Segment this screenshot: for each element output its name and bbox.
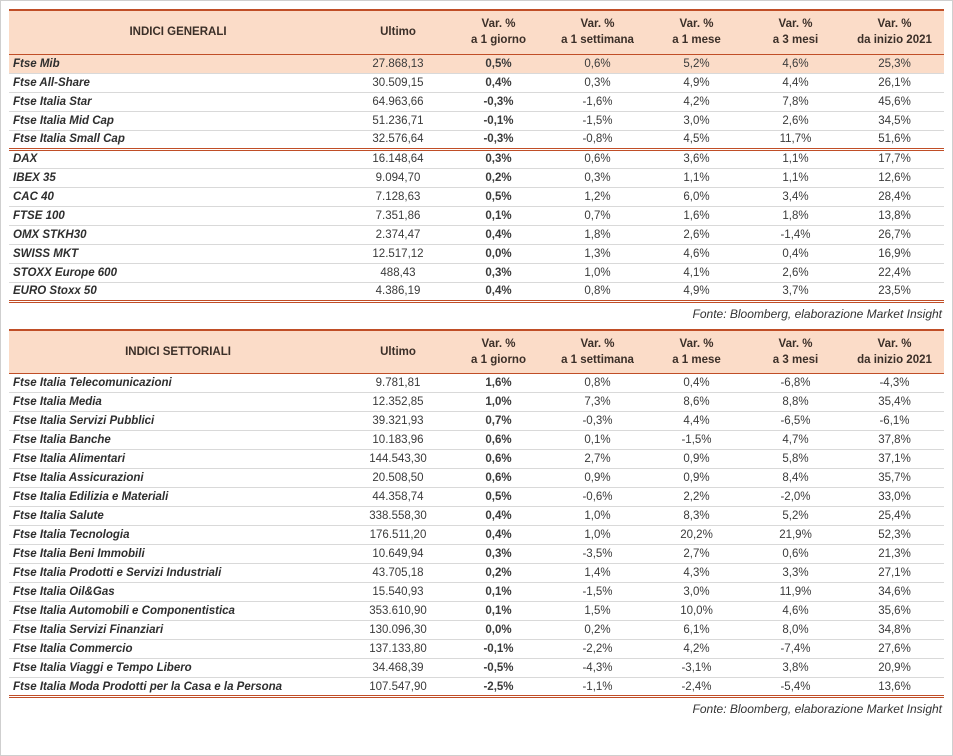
ultimo-value: 353.610,90 [347, 602, 449, 621]
var-ytd2021-value: 34,6% [845, 583, 944, 602]
var-1month-value: 0,9% [647, 450, 746, 469]
var-1month-value: 8,3% [647, 507, 746, 526]
index-name: STOXX Europe 600 [9, 263, 347, 282]
ultimo-value: 2.374,47 [347, 225, 449, 244]
index-name: Ftse Italia Servizi Pubblici [9, 412, 347, 431]
var-1week-value: 2,7% [548, 450, 647, 469]
var-1week-value: 0,3% [548, 168, 647, 187]
indici-settoriali-table [9, 329, 944, 699]
ultimo-value: 9.094,70 [347, 168, 449, 187]
var-1day-value: 0,5% [449, 488, 548, 507]
var-ytd2021-value: 25,3% [845, 54, 944, 73]
var-1day-value: -0,5% [449, 659, 548, 678]
var-ytd2021-value: 52,3% [845, 526, 944, 545]
index-row [9, 374, 944, 393]
index-name: Ftse Italia Servizi Finanziari [9, 621, 347, 640]
var-1day-value: 0,1% [449, 583, 548, 602]
var-ytd2021-value: 28,4% [845, 187, 944, 206]
var-1week-value: -2,2% [548, 640, 647, 659]
ultimo-value: 15.540,93 [347, 583, 449, 602]
ultimo-value: 34.468,39 [347, 659, 449, 678]
column-header-var-3months: Var. % a 3 mesi [746, 330, 845, 374]
var-ytd2021-value: 21,3% [845, 545, 944, 564]
var-ytd2021-value: 33,0% [845, 488, 944, 507]
var-1day-value: 0,2% [449, 564, 548, 583]
var-1day-value: 0,4% [449, 73, 548, 92]
ultimo-value: 20.508,50 [347, 469, 449, 488]
index-name: Ftse Italia Alimentari [9, 450, 347, 469]
ultimo-value: 32.576,64 [347, 130, 449, 149]
index-row [9, 431, 944, 450]
index-name: OMX STKH30 [9, 225, 347, 244]
index-name: Ftse Italia Media [9, 393, 347, 412]
ultimo-value: 10.649,94 [347, 545, 449, 564]
column-header-var-1day: Var. % a 1 giorno [449, 330, 548, 374]
var-1month-value: 4,6% [647, 244, 746, 263]
var-1week-value: -1,5% [548, 583, 647, 602]
var-3months-value: 3,8% [746, 659, 845, 678]
var-1day-value: 0,6% [449, 431, 548, 450]
var-1week-value: 0,6% [548, 149, 647, 168]
var-3months-value: 4,4% [746, 73, 845, 92]
var-1month-value: 0,9% [647, 469, 746, 488]
var-3months-value: 3,4% [746, 187, 845, 206]
column-header-var-1month: Var. % a 1 mese [647, 10, 746, 54]
var-ytd2021-value: 26,1% [845, 73, 944, 92]
var-ytd2021-value: 27,1% [845, 564, 944, 583]
ultimo-value: 144.543,30 [347, 450, 449, 469]
var-1day-value: 0,3% [449, 545, 548, 564]
ultimo-value: 4.386,19 [347, 282, 449, 301]
var-3months-value: -5,4% [746, 678, 845, 697]
column-header-var-ytd2021: Var. % da inizio 2021 [845, 10, 944, 54]
index-row [9, 130, 944, 149]
var-1month-value: -3,1% [647, 659, 746, 678]
index-row [9, 206, 944, 225]
var-1day-value: 0,3% [449, 149, 548, 168]
var-1day-value: 0,5% [449, 54, 548, 73]
var-1day-value: -0,1% [449, 640, 548, 659]
ultimo-value: 107.547,90 [347, 678, 449, 697]
ultimo-value: 64.963,66 [347, 92, 449, 111]
var-1day-value: 0,3% [449, 263, 548, 282]
var-ytd2021-value: 13,8% [845, 206, 944, 225]
var-ytd2021-value: 51,6% [845, 130, 944, 149]
var-3months-value: 8,8% [746, 393, 845, 412]
var-1week-value: -3,5% [548, 545, 647, 564]
var-1week-value: 1,3% [548, 244, 647, 263]
index-row [9, 450, 944, 469]
var-1month-value: 1,6% [647, 206, 746, 225]
var-1day-value: -0,1% [449, 111, 548, 130]
index-row [9, 678, 944, 697]
ultimo-value: 9.781,81 [347, 374, 449, 393]
var-1week-value: -1,1% [548, 678, 647, 697]
var-1week-value: 0,1% [548, 431, 647, 450]
var-3months-value: 8,0% [746, 621, 845, 640]
index-row [9, 244, 944, 263]
ultimo-value: 43.705,18 [347, 564, 449, 583]
var-1month-value: -1,5% [647, 431, 746, 450]
var-1week-value: 1,4% [548, 564, 647, 583]
column-header-var-3months: Var. % a 3 mesi [746, 10, 845, 54]
index-row [9, 393, 944, 412]
var-ytd2021-value: 22,4% [845, 263, 944, 282]
var-3months-value: 3,7% [746, 282, 845, 301]
var-1week-value: -0,3% [548, 412, 647, 431]
column-header-var-1day: Var. % a 1 giorno [449, 10, 548, 54]
var-1day-value: 0,5% [449, 187, 548, 206]
indici-generali-table [9, 9, 944, 303]
var-1week-value: 1,0% [548, 526, 647, 545]
var-1day-value: 0,4% [449, 282, 548, 301]
var-ytd2021-value: 13,6% [845, 678, 944, 697]
var-ytd2021-value: 23,5% [845, 282, 944, 301]
index-name: Ftse Italia Tecnologia [9, 526, 347, 545]
index-name: Ftse Italia Banche [9, 431, 347, 450]
ultimo-value: 44.358,74 [347, 488, 449, 507]
indici-generali-body [9, 54, 944, 301]
var-1week-value: 7,3% [548, 393, 647, 412]
var-1month-value: 4,2% [647, 640, 746, 659]
var-1day-value: 0,4% [449, 507, 548, 526]
var-ytd2021-value: 17,7% [845, 149, 944, 168]
var-3months-value: -6,5% [746, 412, 845, 431]
var-1month-value: 8,6% [647, 393, 746, 412]
ultimo-value: 27.868,13 [347, 54, 449, 73]
header-row [9, 10, 944, 54]
var-ytd2021-value: 25,4% [845, 507, 944, 526]
var-3months-value: 2,6% [746, 111, 845, 130]
index-name: Ftse Italia Moda Prodotti per la Casa e la Persona [9, 678, 347, 697]
index-row [9, 54, 944, 73]
var-3months-value: 0,4% [746, 244, 845, 263]
source-note: Fonte: Bloomberg, elaborazione Market Insight [692, 702, 942, 716]
var-3months-value: 4,6% [746, 602, 845, 621]
ultimo-value: 176.511,20 [347, 526, 449, 545]
index-name: DAX [9, 149, 347, 168]
var-1week-value: 0,6% [548, 54, 647, 73]
column-header-var-1week: Var. % a 1 settimana [548, 10, 647, 54]
ultimo-value: 10.183,96 [347, 431, 449, 450]
var-3months-value: 3,3% [746, 564, 845, 583]
var-1month-value: 4,2% [647, 92, 746, 111]
index-name: CAC 40 [9, 187, 347, 206]
index-row [9, 111, 944, 130]
var-ytd2021-value: 16,9% [845, 244, 944, 263]
var-ytd2021-value: 34,5% [845, 111, 944, 130]
var-1month-value: 2,2% [647, 488, 746, 507]
index-row [9, 263, 944, 282]
var-1month-value: 2,7% [647, 545, 746, 564]
index-row [9, 659, 944, 678]
var-1month-value: -2,4% [647, 678, 746, 697]
var-3months-value: 1,8% [746, 206, 845, 225]
index-row [9, 469, 944, 488]
var-1week-value: -0,6% [548, 488, 647, 507]
var-ytd2021-value: 45,6% [845, 92, 944, 111]
ultimo-value: 12.517,12 [347, 244, 449, 263]
var-1week-value: 0,8% [548, 374, 647, 393]
var-1week-value: 0,7% [548, 206, 647, 225]
indici-settoriali-section [9, 329, 944, 723]
var-1week-value: 1,8% [548, 225, 647, 244]
column-header-var-ytd2021: Var. % da inizio 2021 [845, 330, 944, 374]
var-3months-value: 4,7% [746, 431, 845, 450]
index-name: Ftse Italia Oil&Gas [9, 583, 347, 602]
var-1month-value: 0,4% [647, 374, 746, 393]
var-1day-value: -0,3% [449, 92, 548, 111]
index-name: Ftse Italia Automobili e Componentistica [9, 602, 347, 621]
ultimo-value: 488,43 [347, 263, 449, 282]
var-1week-value: 0,8% [548, 282, 647, 301]
index-row [9, 507, 944, 526]
var-1month-value: 6,1% [647, 621, 746, 640]
var-1month-value: 4,3% [647, 564, 746, 583]
ultimo-value: 30.509,15 [347, 73, 449, 92]
var-1month-value: 4,4% [647, 412, 746, 431]
index-name: Ftse Italia Prodotti e Servizi Industriali [9, 564, 347, 583]
var-1month-value: 4,5% [647, 130, 746, 149]
var-1month-value: 1,1% [647, 168, 746, 187]
ultimo-value: 130.096,30 [347, 621, 449, 640]
var-1week-value: -0,8% [548, 130, 647, 149]
indici-settoriali-body [9, 374, 944, 697]
var-1day-value: 0,0% [449, 244, 548, 263]
var-1month-value: 4,9% [647, 73, 746, 92]
var-1day-value: 0,1% [449, 206, 548, 225]
index-row [9, 602, 944, 621]
index-name: Ftse All-Share [9, 73, 347, 92]
index-name: IBEX 35 [9, 168, 347, 187]
ultimo-value: 39.321,93 [347, 412, 449, 431]
ultimo-value: 7.351,86 [347, 206, 449, 225]
var-3months-value: 1,1% [746, 149, 845, 168]
ultimo-value: 7.128,63 [347, 187, 449, 206]
index-row [9, 621, 944, 640]
var-1day-value: 0,7% [449, 412, 548, 431]
var-1week-value: 1,5% [548, 602, 647, 621]
index-row [9, 640, 944, 659]
index-name: Ftse Italia Mid Cap [9, 111, 347, 130]
var-1week-value: -4,3% [548, 659, 647, 678]
var-1day-value: 0,6% [449, 469, 548, 488]
var-1month-value: 3,6% [647, 149, 746, 168]
var-1day-value: 0,4% [449, 526, 548, 545]
index-name: Ftse Italia Viaggi e Tempo Libero [9, 659, 347, 678]
var-1week-value: 1,0% [548, 263, 647, 282]
index-row [9, 583, 944, 602]
var-3months-value: -2,0% [746, 488, 845, 507]
var-1week-value: 1,0% [548, 507, 647, 526]
var-1day-value: -2,5% [449, 678, 548, 697]
var-ytd2021-value: 27,6% [845, 640, 944, 659]
index-name: Ftse Italia Edilizia e Materiali [9, 488, 347, 507]
var-ytd2021-value: 37,8% [845, 431, 944, 450]
index-name: Ftse Italia Telecomunicazioni [9, 374, 347, 393]
index-row [9, 282, 944, 301]
index-name: Ftse Italia Salute [9, 507, 347, 526]
table-title: INDICI GENERALI [9, 10, 347, 54]
index-name: Ftse Italia Star [9, 92, 347, 111]
var-3months-value: 4,6% [746, 54, 845, 73]
table-title: INDICI SETTORIALI [9, 330, 347, 374]
var-3months-value: 2,6% [746, 263, 845, 282]
index-name: Ftse Italia Assicurazioni [9, 469, 347, 488]
index-row [9, 168, 944, 187]
var-1day-value: 0,4% [449, 225, 548, 244]
var-ytd2021-value: 35,6% [845, 602, 944, 621]
index-name: Ftse Italia Beni Immobili [9, 545, 347, 564]
var-ytd2021-value: 35,4% [845, 393, 944, 412]
var-3months-value: 11,7% [746, 130, 845, 149]
var-1day-value: 0,1% [449, 602, 548, 621]
var-3months-value: 7,8% [746, 92, 845, 111]
var-1month-value: 10,0% [647, 602, 746, 621]
index-row [9, 187, 944, 206]
index-row [9, 149, 944, 168]
index-name: Ftse Mib [9, 54, 347, 73]
var-1month-value: 6,0% [647, 187, 746, 206]
var-1day-value: 1,6% [449, 374, 548, 393]
index-name: Ftse Italia Commercio [9, 640, 347, 659]
var-3months-value: -6,8% [746, 374, 845, 393]
column-header-ultimo: Ultimo [347, 10, 449, 54]
var-1month-value: 3,0% [647, 111, 746, 130]
var-1month-value: 4,9% [647, 282, 746, 301]
var-1month-value: 3,0% [647, 583, 746, 602]
var-1week-value: 0,3% [548, 73, 647, 92]
column-header-var-1week: Var. % a 1 settimana [548, 330, 647, 374]
indici-generali-section [9, 9, 944, 327]
var-ytd2021-value: 37,1% [845, 450, 944, 469]
var-1day-value: 0,0% [449, 621, 548, 640]
var-ytd2021-value: 20,9% [845, 659, 944, 678]
var-ytd2021-value: -4,3% [845, 374, 944, 393]
var-1week-value: -1,5% [548, 111, 647, 130]
source-note: Fonte: Bloomberg, elaborazione Market Insight [692, 306, 942, 321]
index-row [9, 92, 944, 111]
var-1day-value: -0,3% [449, 130, 548, 149]
index-name: SWISS MKT [9, 244, 347, 263]
var-3months-value: 21,9% [746, 526, 845, 545]
var-3months-value: -1,4% [746, 225, 845, 244]
var-3months-value: 0,6% [746, 545, 845, 564]
index-row [9, 225, 944, 244]
index-row [9, 488, 944, 507]
var-1week-value: 0,2% [548, 621, 647, 640]
var-1day-value: 0,6% [449, 450, 548, 469]
ultimo-value: 16.148,64 [347, 149, 449, 168]
index-row [9, 73, 944, 92]
var-1day-value: 0,2% [449, 168, 548, 187]
var-3months-value: -7,4% [746, 640, 845, 659]
var-1week-value: 1,2% [548, 187, 647, 206]
var-1month-value: 20,2% [647, 526, 746, 545]
index-name: FTSE 100 [9, 206, 347, 225]
header-row [9, 330, 944, 374]
var-3months-value: 5,2% [746, 507, 845, 526]
var-ytd2021-value: 35,7% [845, 469, 944, 488]
var-ytd2021-value: 34,8% [845, 621, 944, 640]
var-1month-value: 5,2% [647, 54, 746, 73]
column-header-var-1month: Var. % a 1 mese [647, 330, 746, 374]
var-ytd2021-value: 12,6% [845, 168, 944, 187]
ultimo-value: 137.133,80 [347, 640, 449, 659]
ultimo-value: 338.558,30 [347, 507, 449, 526]
var-1month-value: 2,6% [647, 225, 746, 244]
var-ytd2021-value: 26,7% [845, 225, 944, 244]
column-header-ultimo: Ultimo [347, 330, 449, 374]
ultimo-value: 12.352,85 [347, 393, 449, 412]
index-row [9, 526, 944, 545]
index-row [9, 545, 944, 564]
index-name: Ftse Italia Small Cap [9, 130, 347, 149]
ultimo-value: 51.236,71 [347, 111, 449, 130]
var-ytd2021-value: -6,1% [845, 412, 944, 431]
var-1day-value: 1,0% [449, 393, 548, 412]
var-1month-value: 4,1% [647, 263, 746, 282]
var-3months-value: 11,9% [746, 583, 845, 602]
index-name: EURO Stoxx 50 [9, 282, 347, 301]
var-1week-value: -1,6% [548, 92, 647, 111]
var-3months-value: 1,1% [746, 168, 845, 187]
var-1week-value: 0,9% [548, 469, 647, 488]
var-3months-value: 5,8% [746, 450, 845, 469]
index-row [9, 564, 944, 583]
index-row [9, 412, 944, 431]
var-3months-value: 8,4% [746, 469, 845, 488]
